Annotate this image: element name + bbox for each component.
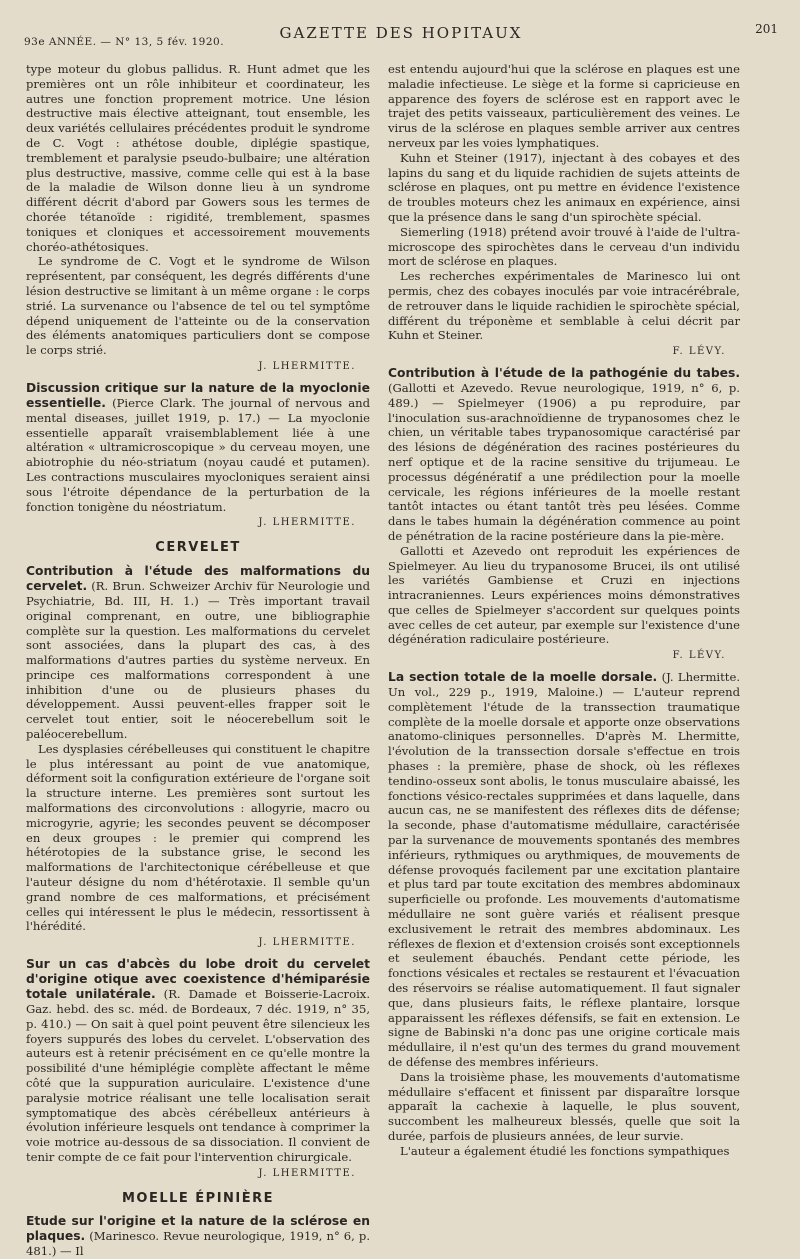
article: [26, 381, 370, 515]
journal-title: GAZETTE DES HOPITAUX: [279, 24, 523, 42]
article-text: — On sait à quel point peuvent être silencieux les foyers suppurés des lobes du cervelet. L'observation des auteurs est à retenir précisément en ce qu'elle montre la possibilité d'une hémiplégie complète affectant le même côté que la suppuration auriculaire. L'existence d'une paralysie motrice réalisant une telle localisation serait symptomatique des abcès cérébelleux antérieurs à évolution inférieure lesquels ont tendance à comprimer la voie motrice au-dessous de sa dissociation. Il convient de tenir compte de ce fait pour l'intervention chirurgicale.: [26, 1016, 370, 1164]
article-text: — L'auteur reprend complètement l'étude de la transsection traumatique complète de la moelle dorsale et apporte onze observations anatomo-cliniques personnelles. D'après M. Lhermitte, l'évolution de la transsection dorsale s'effectue en trois phases : la première, phase de shock, où les réflexes tendino-osseux sont abolis, le tonus musculaire abaissé, les fonctions vésico-rectales supprimées et dans laquelle, dans aucun cas, ne se manifestent des réflexes dits de défense; la seconde, phase d'automatisme médullaire, caractérisée par la survenance de mouvements spontanés des membres inférieurs, rythmiques ou arythmiques, de mouvements de défense provoqués facilement par une excitation plantaire et plus tard par toute excitation des membres abdominaux superficielle ou profonde. Les mouvements d'automatisme médullaire ne sont guère variés et réalisent presque exclusivement le retrait des membres abdominaux. Les réflexes de flexion et d'extension croisés sont exceptionnels et seulement ébauchés. Pendant cette période, les fonctions vésicales et rectales se restaurent et l'évacuation des réservoirs se réalise automatiquement. Il faut signaler que, dans plusieurs faits, le réflexe plantaire, lorsque apparaissent les réflexes défensifs, se fait en extension. Le signe de Babinski n'a donc pas une origine corticale mais médullaire, il n'est qu'un des termes du grand mouvement de défense des membres inférieurs.: [388, 685, 740, 1069]
paragraph: Les dysplasies cérébelleuses qui constituent le chapitre le plus intéressant au point de vue anatomique, déforment soit la configuration extérieure de l'organe soit la structure interne. Les premières sont surtout les malformations des circonvolutions : allogyrie, macro ou microgyrie, agyrie; les secondes peuvent se décomposer en deux groupes : le premier qui comprend les hétérotopies de la substance grise, le second les malformations de l'architectonique cérébelleuse et que l'auteur désigne du nom d'hétérotaxie. Il semble qu'un grand nombre de ces malformations, et précisément celles qui intéressent le plus le médecin, ressortissent à l'hérédité.: [26, 741, 370, 934]
article-title: Discussion critique sur la nature de la myoclonie essentielle.: [26, 380, 370, 410]
article: [26, 957, 370, 1165]
signature: J. LHERMITTE.: [258, 360, 356, 372]
signature: F. LÉVY.: [672, 346, 726, 358]
article-title: La section totale de la moelle dorsale.: [388, 670, 658, 685]
signature: J. LHERMITTE.: [258, 517, 356, 529]
paragraph: Les recherches expérimentales de Marinesco lui ont permis, chez des cobayes inoculés par voie intracérébrale, de retrouver dans le liquide rachidien le spirochète spécial, différent du tréponème et semblable à celui décrit par Kuhn et Steiner.: [388, 269, 740, 343]
paragraph: Siemerling (1918) prétend avoir trouvé à l'aide de l'ultra-microscope des spirochètes dans le cerveau d'un individu mort de sclérose en plaques.: [388, 224, 740, 269]
paragraph: Le syndrome de C. Vogt et le syndrome de Wilson représentent, par conséquent, les degrés différents d'une lésion destructive se limitant à un même organe : le corps strié. La survenance ou l'absence de tel ou tel symptôme dépend uniquement de l'atteinte ou de la conservation des éléments anatomiques particuliers dont se compose le corps strié.: [26, 254, 370, 358]
article-title: Contribution à l'étude des malformations du cervelet.: [26, 563, 370, 593]
article-title: Etude sur l'origine et la nature de la sclérose en plaques.: [26, 1214, 370, 1244]
article: [26, 564, 370, 742]
issue-info: 93e ANNÉE. — N° 13, 5 fév. 1920.: [24, 36, 225, 48]
paragraph: type moteur du globus pallidus. R. Hunt admet que les premières ont un rôle inhibiteur et coordinateur, les autres une fonction proprement motrice. Une lésion destructive mais élective atteignant, tout ensemble, les deux variétés cellulaires précédentes produit le syndrome de C. Vogt : athétose double, diplégie spastique, tremblement et paralysie pseudo-bulbaire; une altération plus destructive, massive, comme celle qui est à la base de la maladie de Wilson donne lieu à un syndrome différent décrit d'abord par Gowers sous les termes de chorée tétanoïde : rigidité, tremblement, spasmes toniques et cloniques et accessoirement mouvements choréo-athétosiques.: [26, 62, 370, 254]
article-reference: (R. Damade et Boisserie-Lacroix. Gaz. hebd. des sc. méd. de Bordeaux, 7 déc. 1919, n° 35, p. 410.): [26, 987, 371, 1031]
signature: F. LÉVY.: [672, 650, 726, 662]
article-reference: (Marinesco. Revue neurologique, 1919, n° 6, p. 481.): [26, 1229, 371, 1259]
paragraph: est entendu aujourd'hui que la sclérose en plaques est une maladie infectieuse. Le siège et la forme si capricieuse en apparence des foyers de sclérose est en rapport avec le trajet des petits vaisseaux, particulièrement des veines. Le virus de la sclérose en plaques semble arriver aux centres nerveux par les voies lymphatiques.: [388, 62, 740, 150]
signature: J. LHERMITTE.: [258, 937, 356, 949]
article: [26, 1214, 370, 1259]
right-column: [388, 62, 740, 1159]
page-number: 201: [755, 22, 778, 36]
article-title: Sur un cas d'abcès du lobe droit du cervelet d'origine otique avec coexistence d'hémiparésie totale unilatérale.: [26, 957, 370, 1002]
article-text: — La myoclonie essentielle apparaît vraisemblablement liée à une altération « ultramicroscopique » du cerveau moyen, une abiotrophie du néo-striatum (noyau caudé et putamen). Les contractions musculaires myocloniques seraient ainsi sous l'étroite dépendance de la perturbation de la fonction tonigène du néostriatum.: [26, 410, 371, 514]
section-heading: CERVELET: [155, 540, 241, 556]
article-title: Contribution à l'étude de la pathogénie du tabes.: [388, 365, 740, 380]
article: [388, 670, 740, 1070]
left-column: [26, 62, 370, 1259]
article-text: — Très important travail original comprenant, en outre, une bibliographie complète sur la question. Les malformations du cervelet sont associées, dans la plupart des cas, à des malformations d'autres parties du système nerveux. En principe ces malformations correspondent à une inhibition d'une ou de plusieurs phases du développement. Aussi peuvent-elles frapper soit le cervelet tout entier, soit le néocerebellum soit le paléocerebellum.: [26, 593, 371, 742]
paragraph: Kuhn et Steiner (1917), injectant à des cobayes et des lapins du sang et du liquide rachidien de sujets atteints de sclérose en plaques, ont pu mettre en évidence l'existence de troubles moteurs chez les animaux en expérience, ainsi que la présence dans le sang d'un spirochète spécial.: [388, 150, 740, 224]
paragraph: L'auteur a également étudié les fonctions sympathiques: [400, 1143, 730, 1158]
article-text: — Il: [60, 1244, 84, 1259]
paragraph: Dans la troisième phase, les mouvements d'automatisme médullaire s'effacent et finissent par disparaître lorsque apparaît la cachexie à laquelle, le plus souvent, succombent les malheureux blessés, quelle que soit la durée, parfois de plusieurs années, de leur survie.: [388, 1069, 740, 1143]
section-heading: MOELLE ÉPINIÈRE: [121, 1190, 275, 1206]
page-header: [24, 20, 778, 50]
article: [388, 366, 740, 544]
signature: J. LHERMITTE.: [258, 1167, 356, 1179]
article-reference: (J. Lhermitte. Un vol., 229 p., 1919, Maloine.): [388, 670, 741, 700]
article-reference: (Pierce Clark. The journal of nervous and mental diseases, juillet 1919, p. 17.): [26, 395, 371, 425]
article-reference: (R. Brun. Schweizer Archiv für Neurologie und Psychiatrie, Bd. III, H. 1.): [26, 578, 370, 608]
article-text: — Spielmeyer (1906) a pu reproduire, par l'inoculation sus-arachnoïdienne de trypanosomes chez le chien, un véritable tabes trypanosomique caractérisé par des lésions de dégénération des racines postérieures du nerf optique et de la racine sensitive du trijumeau. Le processus dégénératif a une prédilection pour la moelle cervicale, les régions inférieures de la moelle restant tantôt intactes ou étant tantôt très peu lésées. Comme dans le tabes humain la dégénération commence au point de pénétration de la racine postérieure dans la pie-mère.: [388, 395, 740, 543]
paragraph: Gallotti et Azevedo ont reproduit les expériences de Spielmeyer. Au lieu du trypanosome Brucei, ils ont utilisé les variétés Gambiense et Cruzi en injections intracraniennes. Leurs expériences moins démonstratives que celles de Spielmeyer s'accordent sur quelques points avec celles de cet auteur, par exemple sur l'existence d'une dégénération radiculaire postérieure.: [388, 543, 740, 647]
article-reference: (Gallotti et Azevedo. Revue neurologique, 1919, n° 6, p. 489.): [388, 380, 740, 410]
